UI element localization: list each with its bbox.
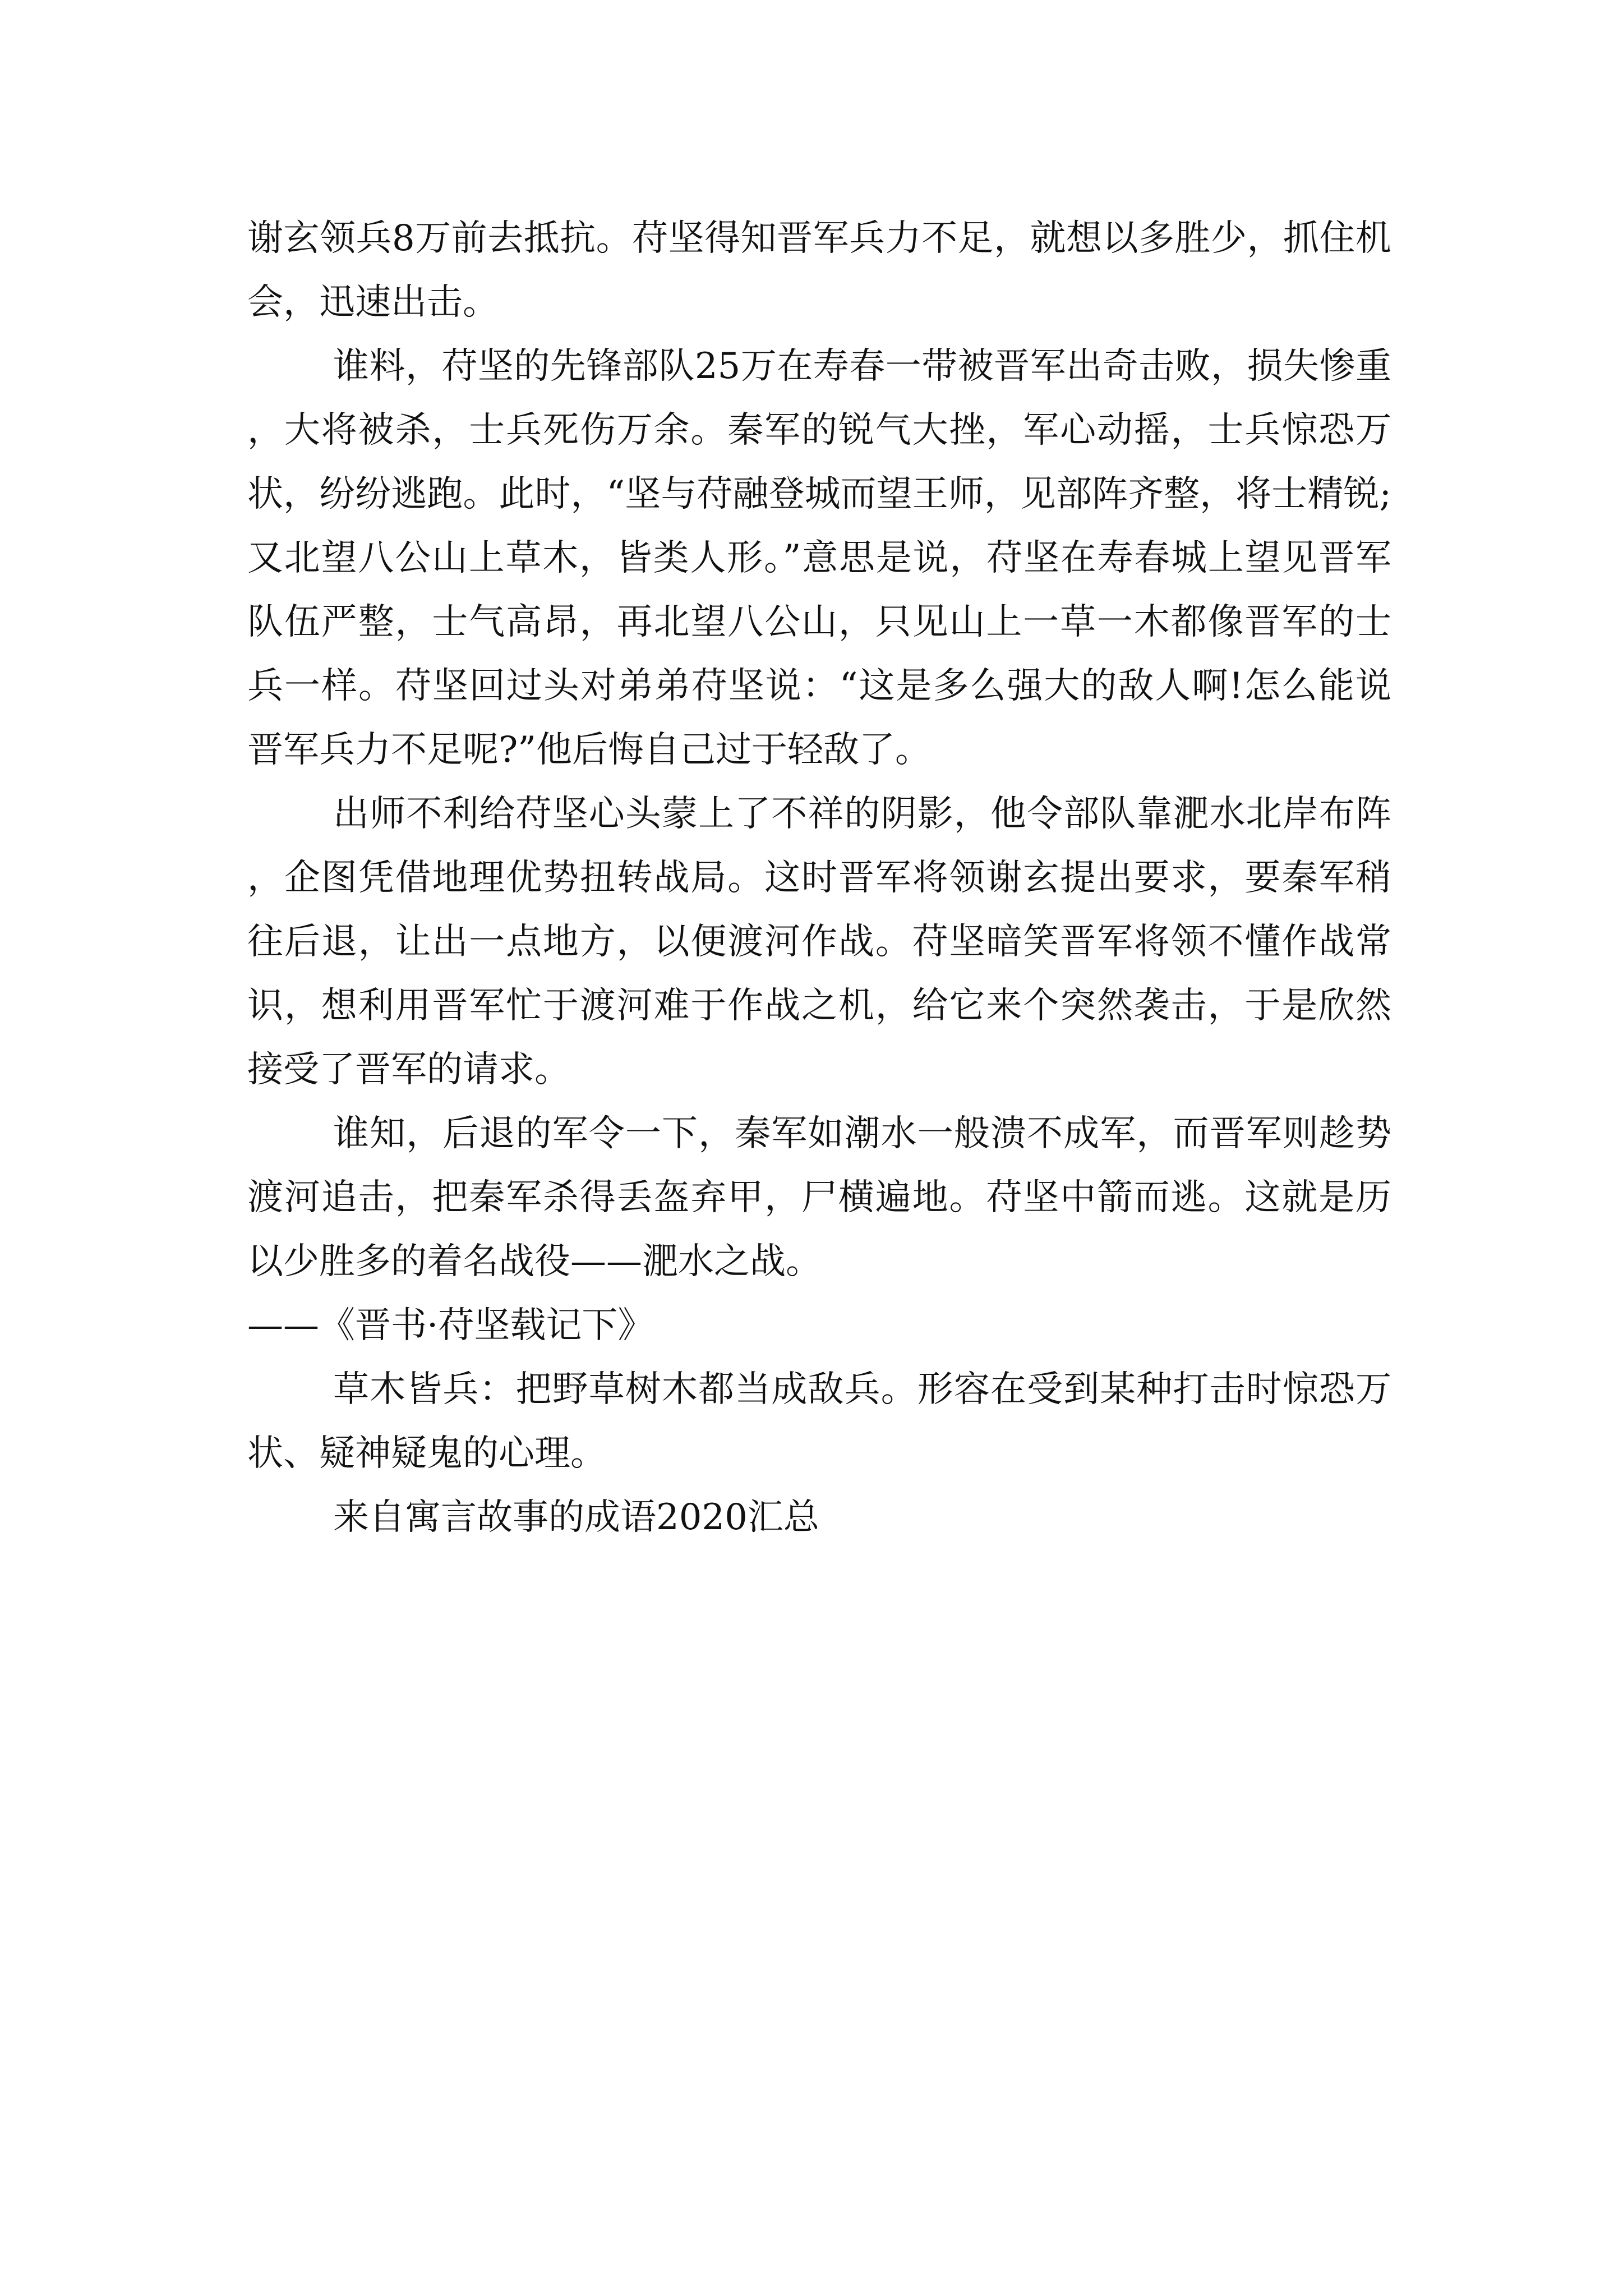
source-citation: ——《晋书·苻坚载记下》 xyxy=(247,1305,654,1346)
paragraph-2: 谁料，苻坚的先锋部队25万在寿春一带被晋军出奇击败，损失惨重，大将被杀，士兵死伤万余。秦军的锐气大挫，军心动摇，士兵惊恐万状，纷纷逃跑。此时，“坚与苻融登城而望王师，见部阵齐整，将士精锐;又北望八公山上草木，皆类人形。”意思是说，苻坚在寿春城上望见晋军队伍严整，士气高昂，再北望八公山，只见山上一草一木都像晋军的士兵一样。苻坚回过头对弟弟苻坚说：“这是多么强大的敌人啊!怎么能说晋军兵力不足呢?”他后悔自己过于轻敌了。 xyxy=(247,346,1391,771)
document-body xyxy=(247,206,1391,1549)
paragraph-6: 来自寓言故事的成语2020汇总 xyxy=(333,1497,819,1538)
paragraph-4: 谁知，后退的军令一下，秦军如潮水一般溃不成军，而晋军则趁势渡河追击，把秦军杀得丢盔弃甲，尸横遍地。苻坚中箭而逃。这就是历以少胜多的着名战役——淝水之战。 xyxy=(247,1113,1391,1282)
paragraph-5: 草木皆兵：把野草树木都当成敌兵。形容在受到某种打击时惊恐万状、疑神疑鬼的心理。 xyxy=(247,1369,1391,1474)
paragraph-1: 谢玄领兵8万前去抵抗。苻坚得知晋军兵力不足，就想以多胜少，抓住机会，迅速出击。 xyxy=(247,218,1391,323)
paragraph-3: 出师不利给苻坚心头蒙上了不祥的阴影，他令部队靠淝水北岸布阵，企图凭借地理优势扭转战局。这时晋军将领谢玄提出要求，要秦军稍往后退，让出一点地方，以便渡河作战。苻坚暗笑晋军将领不懂作战常识，想利用晋军忙于渡河难于作战之机，给它来个突然袭击，于是欣然接受了晋军的请求。 xyxy=(247,793,1391,1091)
